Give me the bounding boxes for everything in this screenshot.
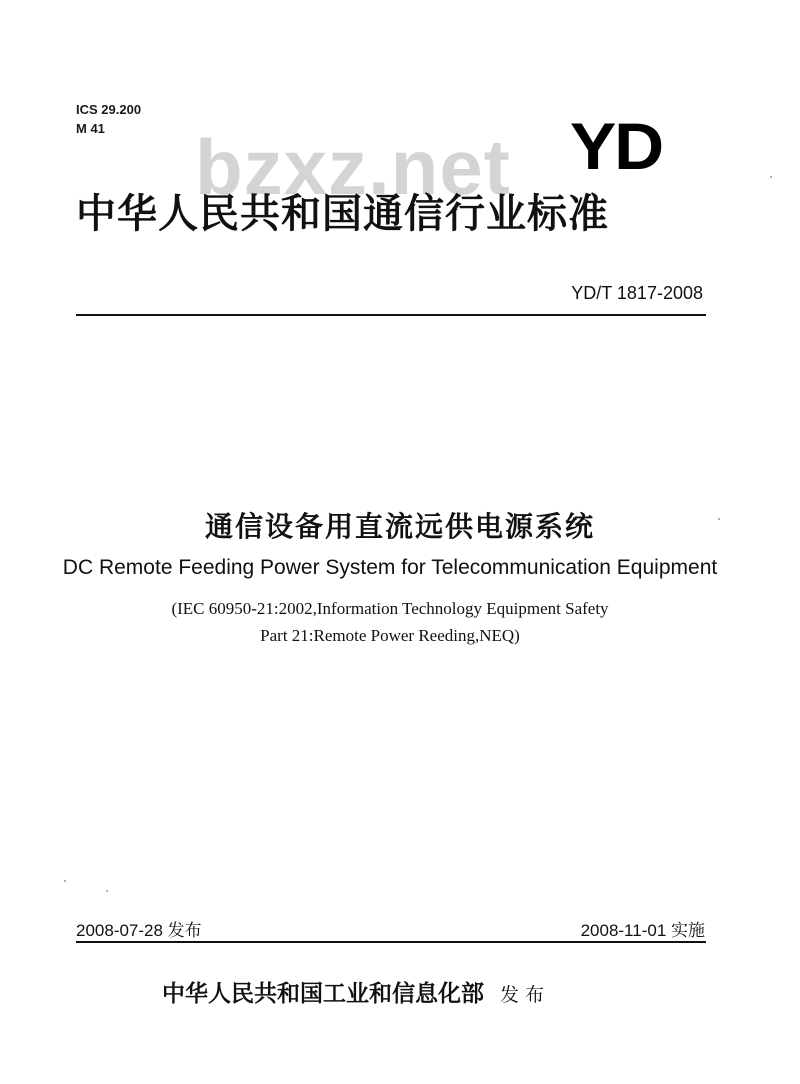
scan-speck <box>770 176 772 178</box>
ccs-code: M 41 <box>76 121 105 136</box>
publisher-name: 中华人民共和国工业和信息化部 <box>162 980 484 1007</box>
bottom-divider <box>76 941 706 943</box>
yd-logo: YD <box>570 109 663 183</box>
title-english: DC Remote Feeding Power System for Telecommunication Equipment <box>62 556 718 579</box>
standard-number: YD/T 1817-2008 <box>571 283 703 303</box>
scan-speck <box>718 518 720 520</box>
reference-line-2: Part 21:Remote Power Reeding,NEQ) <box>260 626 520 645</box>
org-title: 中华人民共和国通信行业标准 <box>76 191 609 237</box>
classification-codes <box>76 100 141 138</box>
ics-code: ICS 29.200 <box>76 102 142 117</box>
scan-speck <box>106 890 108 892</box>
title-chinese: 通信设备用直流远供电源系统 <box>204 510 595 543</box>
issue-date: 2008-07-28 发布 <box>76 921 202 940</box>
publisher <box>162 975 550 1008</box>
reference-line-1: (IEC 60950-21:2002,Information Technology Equipment Safety <box>171 599 609 618</box>
watermark: bzxz.net <box>195 123 511 211</box>
implementation-date: 2008-11-01 实施 <box>580 921 705 940</box>
scan-speck <box>64 880 66 882</box>
publisher-action: 发布 <box>500 984 551 1006</box>
top-divider <box>76 314 706 316</box>
